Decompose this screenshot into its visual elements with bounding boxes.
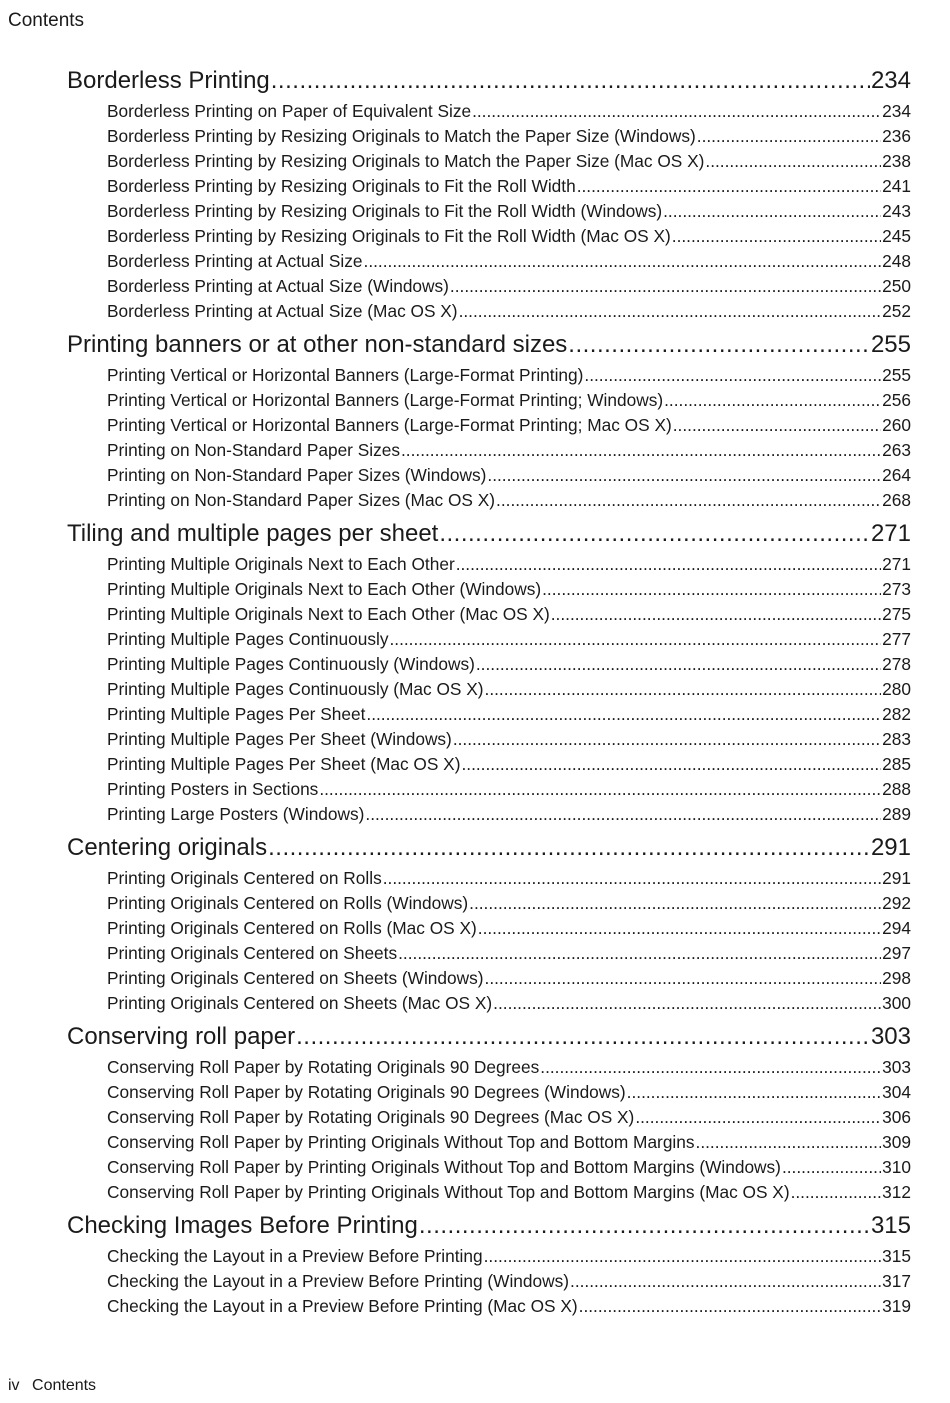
toc-section (67, 517, 911, 829)
toc-item[interactable] (107, 777, 911, 802)
toc-item-page: 278 (882, 654, 911, 674)
toc-item[interactable] (107, 891, 911, 916)
toc-item-label: Borderless Printing by Resizing Originals to Fit the Roll Width (Windows) (107, 201, 663, 221)
toc-item-page: 285 (882, 754, 911, 774)
dot-leader (365, 802, 881, 827)
toc-item-page: 317 (882, 1271, 911, 1291)
toc-item-label: Conserving Roll Paper by Rotating Originals 90 Degrees (Windows) (107, 1082, 626, 1102)
toc-item[interactable] (107, 966, 911, 991)
dot-leader (476, 652, 881, 677)
toc-heading-label: Conserving roll paper (67, 1023, 296, 1050)
toc-item-page: 319 (882, 1296, 911, 1316)
dot-leader (469, 891, 881, 916)
toc-item-label: Borderless Printing by Resizing Originals to Fit the Roll Width (107, 176, 576, 196)
toc-item[interactable] (107, 802, 911, 827)
toc-item-label: Conserving Roll Paper by Rotating Originals 90 Degrees (107, 1057, 540, 1077)
toc-heading-page: 303 (870, 1023, 911, 1050)
dot-leader (568, 328, 870, 361)
dot-leader (635, 1105, 881, 1130)
toc-item-label: Printing Multiple Pages Per Sheet (Windows) (107, 729, 452, 749)
toc-section-heading[interactable] (67, 517, 911, 550)
dot-leader (496, 488, 881, 513)
dot-leader (461, 752, 881, 777)
toc-item-page: 248 (882, 251, 911, 271)
toc-item[interactable] (107, 866, 911, 891)
toc-item-label: Printing Multiple Pages Continuously (107, 629, 389, 649)
page-number: iv (8, 1377, 20, 1394)
table-of-contents (67, 64, 911, 1323)
dot-leader (540, 1055, 881, 1080)
toc-item-label: Printing Originals Centered on Rolls (107, 868, 382, 888)
toc-item-label: Printing Multiple Pages Per Sheet (107, 704, 366, 724)
toc-item-label: Borderless Printing at Actual Size (Mac OS X) (107, 301, 458, 321)
toc-item[interactable] (107, 124, 911, 149)
toc-item-page: 271 (882, 554, 911, 574)
toc-item[interactable] (107, 99, 911, 124)
dot-leader (398, 941, 881, 966)
toc-item[interactable] (107, 1105, 911, 1130)
dot-leader (271, 64, 870, 97)
dot-leader (570, 1269, 881, 1294)
toc-item-page: 234 (882, 101, 911, 121)
toc-item-label: Conserving Roll Paper by Rotating Originals 90 Degrees (Mac OS X) (107, 1107, 635, 1127)
toc-item-page: 241 (882, 176, 911, 196)
toc-item-label: Printing Vertical or Horizontal Banners (Large-Format Printing; Windows) (107, 390, 664, 410)
dot-leader (401, 438, 881, 463)
toc-item-label: Borderless Printing at Actual Size (Windows) (107, 276, 449, 296)
toc-item[interactable] (107, 299, 911, 324)
toc-item-label: Printing Large Posters (Windows) (107, 804, 365, 824)
toc-item-page: 300 (882, 993, 911, 1013)
toc-item-label: Printing Originals Centered on Sheets (Windows) (107, 968, 484, 988)
toc-item-page: 268 (882, 490, 911, 510)
toc-item-page: 294 (882, 918, 911, 938)
running-header: Contents (8, 10, 85, 31)
toc-item-page: 255 (882, 365, 911, 385)
toc-item-page: 298 (882, 968, 911, 988)
dot-leader (627, 1080, 881, 1105)
dot-leader (366, 702, 881, 727)
toc-item-label: Borderless Printing by Resizing Originals to Match the Paper Size (Windows) (107, 126, 696, 146)
toc-section (67, 64, 911, 326)
toc-item[interactable] (107, 1180, 911, 1205)
toc-section (67, 1209, 911, 1321)
toc-item[interactable] (107, 1244, 911, 1269)
toc-item-page: 306 (882, 1107, 911, 1127)
toc-item-page: 243 (882, 201, 911, 221)
toc-item-page: 288 (882, 779, 911, 799)
toc-item[interactable] (107, 677, 911, 702)
toc-item[interactable] (107, 1269, 911, 1294)
toc-item[interactable] (107, 388, 911, 413)
toc-item-label: Printing Originals Centered on Rolls (Mac OS X) (107, 918, 477, 938)
toc-item-list (67, 1053, 911, 1207)
toc-item[interactable] (107, 916, 911, 941)
toc-item-page: 238 (882, 151, 911, 171)
toc-item-label: Printing Originals Centered on Sheets (Mac OS X) (107, 993, 493, 1013)
toc-item[interactable] (107, 438, 911, 463)
toc-item[interactable] (107, 149, 911, 174)
toc-item-label: Printing Multiple Pages Per Sheet (Mac OS X) (107, 754, 461, 774)
toc-item-label: Borderless Printing at Actual Size (107, 251, 363, 271)
toc-heading-page: 255 (870, 331, 911, 358)
dot-leader (268, 831, 870, 864)
toc-heading-page: 234 (870, 67, 911, 94)
toc-item-page: 263 (882, 440, 911, 460)
toc-item-page: 283 (882, 729, 911, 749)
toc-item[interactable] (107, 274, 911, 299)
toc-section (67, 831, 911, 1018)
dot-leader (485, 966, 882, 991)
toc-item[interactable] (107, 941, 911, 966)
dot-leader (577, 174, 881, 199)
dot-leader (542, 577, 881, 602)
toc-item-label: Printing on Non-Standard Paper Sizes (Mac OS X) (107, 490, 496, 510)
toc-item[interactable] (107, 1055, 911, 1080)
toc-item[interactable] (107, 552, 911, 577)
toc-item-page: 273 (882, 579, 911, 599)
toc-item-label: Printing Vertical or Horizontal Banners (Large-Format Printing; Mac OS X) (107, 415, 672, 435)
toc-item-label: Printing Multiple Originals Next to Each Other (Mac OS X) (107, 604, 550, 624)
dot-leader (319, 777, 881, 802)
toc-item[interactable] (107, 652, 911, 677)
toc-item[interactable] (107, 752, 911, 777)
toc-item-page: 297 (882, 943, 911, 963)
toc-item-label: Printing Multiple Originals Next to Each Other (107, 554, 455, 574)
dot-leader (663, 199, 881, 224)
toc-heading-label: Checking Images Before Printing (67, 1212, 418, 1239)
toc-item-label: Printing Multiple Pages Continuously (Mac OS X) (107, 679, 484, 699)
dot-leader (487, 463, 881, 488)
toc-item-label: Printing Multiple Originals Next to Each Other (Windows) (107, 579, 542, 599)
dot-leader (459, 299, 882, 324)
toc-item-label: Printing Originals Centered on Rolls (Windows) (107, 893, 469, 913)
dot-leader (419, 1209, 870, 1242)
toc-item-page: 304 (882, 1082, 911, 1102)
toc-heading-label: Printing banners or at other non-standard sizes (67, 331, 568, 358)
toc-item-label: Checking the Layout in a Preview Before Printing (Windows) (107, 1271, 570, 1291)
toc-item-list (67, 864, 911, 1018)
toc-item[interactable] (107, 1130, 911, 1155)
toc-item[interactable] (107, 1080, 911, 1105)
dot-leader (450, 274, 881, 299)
toc-item-list (67, 97, 911, 326)
toc-item[interactable] (107, 602, 911, 627)
dot-leader (364, 249, 882, 274)
toc-section (67, 1020, 911, 1207)
dot-leader (672, 224, 881, 249)
toc-item[interactable] (107, 727, 911, 752)
toc-item-page: 250 (882, 276, 911, 296)
dot-leader (472, 99, 881, 124)
toc-item-page: 292 (882, 893, 911, 913)
toc-item-label: Printing Vertical or Horizontal Banners (Large-Format Printing) (107, 365, 584, 385)
toc-item-list (67, 550, 911, 829)
toc-item-page: 282 (882, 704, 911, 724)
toc-item[interactable] (107, 991, 911, 1016)
toc-item-label: Printing on Non-Standard Paper Sizes (107, 440, 400, 460)
toc-item-list (67, 1242, 911, 1321)
toc-item-label: Printing on Non-Standard Paper Sizes (Windows) (107, 465, 487, 485)
dot-leader (791, 1180, 882, 1205)
toc-item-page: 236 (882, 126, 911, 146)
toc-item-label: Borderless Printing by Resizing Originals to Match the Paper Size (Mac OS X) (107, 151, 705, 171)
toc-item-page: 309 (882, 1132, 911, 1152)
toc-heading-page: 315 (870, 1212, 911, 1239)
toc-item[interactable] (107, 413, 911, 438)
toc-item[interactable] (107, 627, 911, 652)
dot-leader (584, 363, 881, 388)
dot-leader (551, 602, 881, 627)
toc-item[interactable] (107, 702, 911, 727)
toc-item-label: Checking the Layout in a Preview Before Printing (Mac OS X) (107, 1296, 578, 1316)
toc-item-label: Checking the Layout in a Preview Before Printing (107, 1246, 483, 1266)
dot-leader (705, 149, 881, 174)
toc-item-page: 264 (882, 465, 911, 485)
toc-item-page: 310 (882, 1157, 911, 1177)
dot-leader (493, 991, 881, 1016)
dot-leader (478, 916, 881, 941)
footer-label: Contents (32, 1377, 97, 1394)
toc-item[interactable] (107, 174, 911, 199)
toc-item-label: Borderless Printing on Paper of Equivalent Size (107, 101, 472, 121)
toc-item-label: Printing Multiple Pages Continuously (Windows) (107, 654, 475, 674)
page-footer (8, 1376, 96, 1396)
toc-heading-label: Tiling and multiple pages per sheet (67, 520, 439, 547)
dot-leader (439, 517, 870, 550)
toc-item[interactable] (107, 463, 911, 488)
toc-heading-label: Centering originals (67, 834, 268, 861)
dot-leader (664, 388, 881, 413)
toc-section-heading[interactable] (67, 1209, 911, 1242)
toc-item-page: 315 (882, 1246, 911, 1266)
toc-item-label: Printing Posters in Sections (107, 779, 319, 799)
dot-leader (696, 1130, 882, 1155)
toc-item[interactable] (107, 1294, 911, 1319)
toc-item-page: 260 (882, 415, 911, 435)
toc-heading-page: 291 (870, 834, 911, 861)
toc-item-page: 256 (882, 390, 911, 410)
toc-item-page: 245 (882, 226, 911, 246)
toc-item[interactable] (107, 249, 911, 274)
toc-item[interactable] (107, 199, 911, 224)
toc-item-label: Conserving Roll Paper by Printing Originals Without Top and Bottom Margins (107, 1132, 695, 1152)
dot-leader (485, 677, 882, 702)
dot-leader (579, 1294, 882, 1319)
dot-leader (673, 413, 881, 438)
toc-item-page: 277 (882, 629, 911, 649)
toc-item[interactable] (107, 363, 911, 388)
dot-leader (453, 727, 881, 752)
toc-item-page: 291 (882, 868, 911, 888)
toc-item-page: 312 (882, 1182, 911, 1202)
dot-leader (697, 124, 881, 149)
toc-item-label: Conserving Roll Paper by Printing Originals Without Top and Bottom Margins (Mac OS X) (107, 1182, 790, 1202)
toc-item-list (67, 361, 911, 515)
toc-section (67, 328, 911, 515)
toc-heading-page: 271 (870, 520, 911, 547)
dot-leader (782, 1155, 881, 1180)
toc-item[interactable] (107, 1155, 911, 1180)
dot-leader (296, 1020, 870, 1053)
toc-section-heading[interactable] (67, 831, 911, 864)
toc-item-page: 280 (882, 679, 911, 699)
toc-section-heading[interactable] (67, 1020, 911, 1053)
toc-item-page: 252 (882, 301, 911, 321)
toc-item[interactable] (107, 224, 911, 249)
toc-item-label: Printing Originals Centered on Sheets (107, 943, 398, 963)
toc-item-page: 289 (882, 804, 911, 824)
dot-leader (389, 627, 881, 652)
dot-leader (484, 1244, 882, 1269)
dot-leader (383, 866, 881, 891)
toc-item[interactable] (107, 488, 911, 513)
toc-item-page: 303 (882, 1057, 911, 1077)
toc-item-label: Borderless Printing by Resizing Originals to Fit the Roll Width (Mac OS X) (107, 226, 671, 246)
toc-heading-label: Borderless Printing (67, 67, 270, 94)
toc-section-heading[interactable] (67, 64, 911, 97)
toc-item[interactable] (107, 577, 911, 602)
toc-section-heading[interactable] (67, 328, 911, 361)
dot-leader (456, 552, 881, 577)
toc-item-label: Conserving Roll Paper by Printing Originals Without Top and Bottom Margins (Windows) (107, 1157, 781, 1177)
toc-item-page: 275 (882, 604, 911, 624)
